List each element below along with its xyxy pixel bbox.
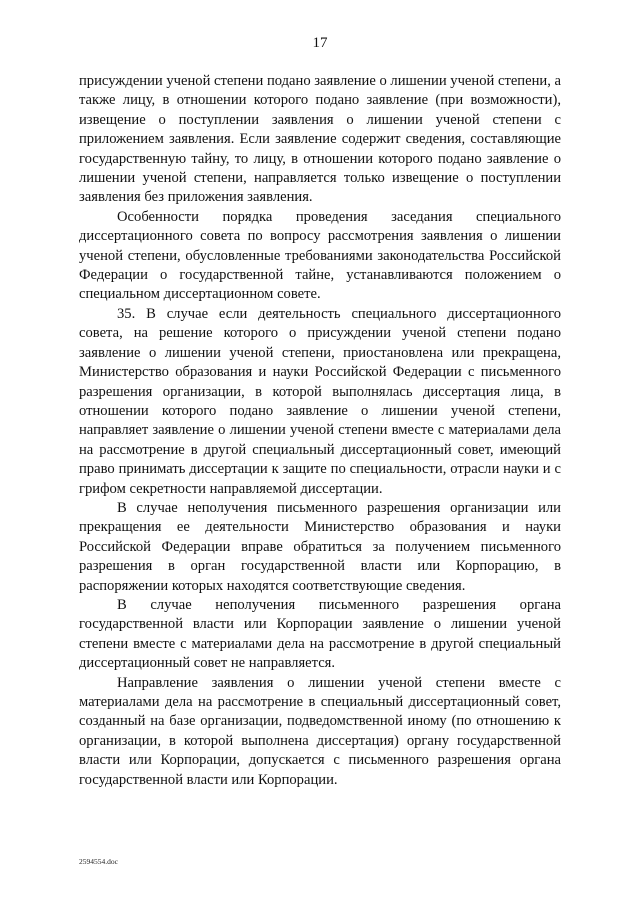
page-number: 17 xyxy=(312,35,328,51)
paragraph-clause-35: 35. В случае если деятельность специального диссертационного совета, на решение которого о присуждении ученой степени подано заявление о лишении ученой степени, приостановлена или прекращена, Министерство образования и науки Российской Федерации с письменного разрешения организации, в которой выполнялась диссертация лица, в отношении которого подано заявление о лишении ученой степени, направляет заявление о лишении ученой степени вместе с материалами дела на рассмотрение в другой специальный диссертационный совет, имеющий право принимать диссертации к защите по специальности, отрасли науки и с грифом секретности направляемой диссертации. xyxy=(79,305,561,497)
document-body xyxy=(79,72,561,790)
paragraph-referral-conditions: Направление заявления о лишении ученой степени вместе с материалами дела на рассмотрение в специальный диссертационный совет, созданный на базе организации, подведомственной иному (по отношению к организации, в которой выполнена диссертация) органу государственной власти или Корпорации, допускается с письменного разрешения органа государственной власти или Корпорации. xyxy=(79,674,561,788)
paragraph-no-permission-authority: В случае неполучения письменного разрешения органа государственной власти или Корпорации заявление о лишении ученой степени вместе с материалами дела на рассмотрение в другой специальный диссертационный совет не направляется. xyxy=(79,596,561,672)
footer-filename: 2594554.doc xyxy=(79,857,118,866)
paragraph-meeting-specifics: Особенности порядка проведения заседания специального диссертационного совета по вопросу рассмотрения заявления о лишении ученой степени, обусловленные требованиями законодательства Российской Федерации о государственной тайне, устанавливаются положением о специальном диссертационном совете. xyxy=(79,208,561,303)
paragraph-continuation: присуждении ученой степени подано заявление о лишении ученой степени, а также лицу, в отношении которого подано заявление (при возможности), извещение о поступлении заявления о лишении ученой степени с приложением заявления. Если заявление содержит сведения, составляющие государственную тайну, то лицу, в отношении которого подано заявление о лишении ученой степени, направляется только извещение о поступлении заявления без приложения заявления. xyxy=(79,73,561,206)
paragraph-no-permission-organization: В случае неполучения письменного разрешения организации или прекращения ее деятельности Министерство образования и науки Российской Федерации вправе обратиться за получением письменного разрешения в орган государственной власти или Корпорацию, в распоряжении которых находятся соответствующие сведения. xyxy=(79,499,561,594)
